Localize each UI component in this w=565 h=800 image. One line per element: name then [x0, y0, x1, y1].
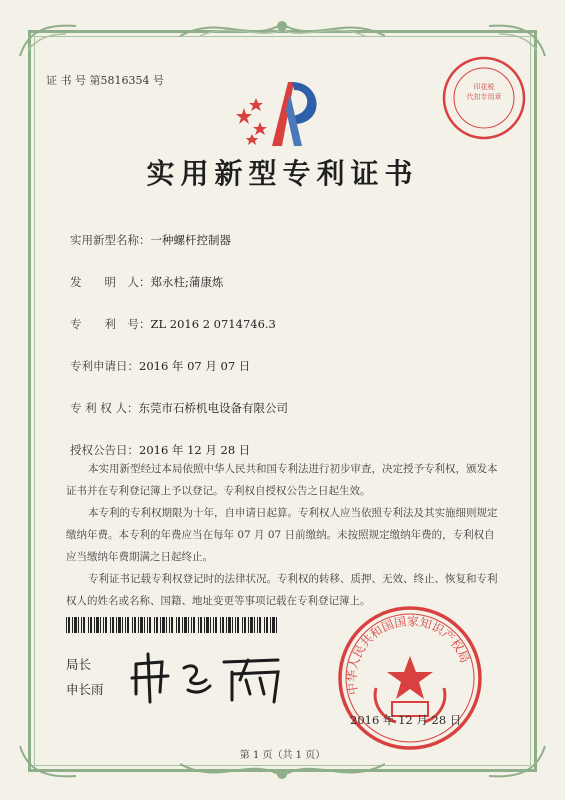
barcode-bar: [100, 617, 101, 633]
field-label: 授权公告日：: [70, 443, 139, 457]
barcode-bar: [110, 617, 111, 633]
barcode-bar: [232, 617, 233, 633]
body-paragraph: 本专利的专利权期限为十年，自申请日起算。专利权人应当依照专利法及其实施细则规定缴纳年费。本专利的年费应当在每年 07 月 07 日前缴纳。未按照规定缴纳年费的，专利权自应当缴纳年费期满之日起终止。: [66, 507, 498, 563]
barcode-bar: [125, 617, 126, 633]
barcode-bar: [235, 617, 236, 633]
barcode-bar: [88, 617, 89, 633]
barcode-bar: [154, 617, 155, 633]
corner-ornament-tl: [18, 20, 78, 60]
barcode-bar: [200, 617, 202, 633]
barcode-bar: [237, 617, 239, 633]
barcode-bar: [149, 617, 151, 633]
barcode-bar: [259, 617, 261, 633]
barcode-bar: [178, 617, 180, 633]
field-inventor: [70, 274, 223, 290]
barcode-bar: [204, 617, 205, 633]
barcode-bar: [81, 617, 82, 633]
barcode-bar: [112, 617, 114, 633]
barcode-bar: [191, 617, 192, 633]
body-paragraph: 本实用新型经过本局依照中华人民共和国专利法进行初步审查，决定授予专利权，颁发本证书并在专利登记簿上予以登记。专利权自授权公告之日起生效。: [66, 463, 498, 497]
certificate-number: 证 书 号 第5816354 号: [46, 74, 164, 87]
barcode-bar: [220, 617, 221, 633]
barcode-bar: [248, 617, 249, 633]
tax-stamp-seal: [440, 54, 528, 142]
barcode-bar: [140, 617, 143, 633]
barcode-bar: [215, 617, 217, 633]
body-paragraph: 专利证书记载专利权登记时的法律状况。专利权的转移、质押、无效、终止、恢复和专利权人的姓名或名称、国籍、地址变更等事项记载在专利登记簿上。: [66, 573, 498, 607]
field-utility-model-name: [70, 232, 231, 248]
field-application-date: [70, 358, 250, 374]
barcode-bar: [171, 617, 173, 633]
field-label: 发 明 人：: [70, 275, 151, 289]
barcode-bar: [147, 617, 148, 633]
barcode-bar: [226, 617, 227, 633]
director-signature: [128, 650, 298, 705]
barcode-bar: [156, 617, 158, 633]
barcode-bar: [176, 617, 177, 633]
field-value: 2016 年 07 月 07 日: [139, 359, 251, 373]
field-label: 专 利 权 人：: [70, 401, 139, 415]
field-value: 东莞市石桥机电设备有限公司: [138, 401, 288, 415]
barcode-bar: [213, 617, 214, 633]
barcode-bar: [166, 617, 167, 633]
barcode-bar: [184, 617, 187, 633]
seal-ring-text: 中华人民共和国国家知识产权局: [344, 614, 473, 696]
barcode-bar: [138, 617, 139, 633]
field-value: 郑永柱;蒲康炼: [150, 275, 224, 289]
certificate-title: 实用新型专利证书: [146, 157, 419, 190]
top-ornament: [180, 14, 385, 44]
barcode-bar: [222, 617, 224, 633]
field-label: 专利申请日：: [70, 359, 139, 373]
barcode-bar: [272, 617, 275, 633]
small-seal-line-1: 印花税: [473, 83, 495, 91]
field-value: 2016 年 12 月 28 日: [139, 443, 251, 457]
page-number: 第 1 页（共 1 页）: [239, 750, 326, 761]
barcode-bar: [250, 617, 253, 633]
patent-office-logo: [232, 74, 332, 154]
field-patentee: [70, 400, 288, 416]
barcode-bar: [228, 617, 231, 633]
barcode-bar: [78, 617, 79, 633]
barcode-bar: [68, 617, 70, 633]
barcode-bar: [193, 617, 195, 633]
barcode-bar: [96, 617, 99, 633]
barcode-bar: [266, 617, 268, 633]
barcode-bar: [198, 617, 199, 633]
barcode-bar: [264, 617, 265, 633]
field-label: 专 利 号：: [70, 317, 151, 331]
barcode-bar: [83, 617, 85, 633]
field-label: 实用新型名称：: [70, 233, 151, 247]
small-seal-line-2: 代扣专用章: [466, 93, 502, 101]
director-name: 申长雨: [66, 682, 104, 697]
barcode-bar: [162, 617, 165, 633]
barcode-bar: [90, 617, 92, 633]
barcode-bar: [242, 617, 243, 633]
barcode-bar: [127, 617, 129, 633]
director-title: 局长: [66, 657, 92, 672]
barcode-bar: [116, 617, 117, 633]
barcode-bar: [122, 617, 123, 633]
barcode-bar: [169, 617, 170, 633]
barcode-bar: [244, 617, 246, 633]
barcode-bar: [270, 617, 271, 633]
seal-date: 2016 年 12 月 28 日: [350, 713, 462, 727]
barcode-bar: [254, 617, 255, 633]
barcode-bar: [103, 617, 104, 633]
barcode-bar: [276, 617, 277, 633]
field-patent-number: [70, 316, 276, 332]
barcode-bar: [257, 617, 258, 633]
barcode-bar: [72, 617, 73, 633]
field-grant-date: [70, 442, 250, 458]
barcode-bar: [66, 617, 67, 633]
barcode-bar: [132, 617, 133, 633]
barcode-bar: [134, 617, 136, 633]
field-value: 一种螺杆控制器: [150, 233, 231, 247]
barcode-bar: [188, 617, 189, 633]
barcode-bar: [94, 617, 95, 633]
barcode-bar: [105, 617, 107, 633]
barcode-bar: [206, 617, 209, 633]
barcode-bar: [74, 617, 77, 633]
barcode-bar: [160, 617, 161, 633]
barcode-bar: [118, 617, 121, 633]
office-seal: [336, 604, 484, 752]
barcode-bar: [182, 617, 183, 633]
barcode-bar: [210, 617, 211, 633]
field-value: ZL 2016 2 0714746.3: [150, 317, 276, 331]
barcode: [66, 617, 278, 633]
barcode-bar: [144, 617, 145, 633]
certificate-body: [66, 458, 498, 612]
